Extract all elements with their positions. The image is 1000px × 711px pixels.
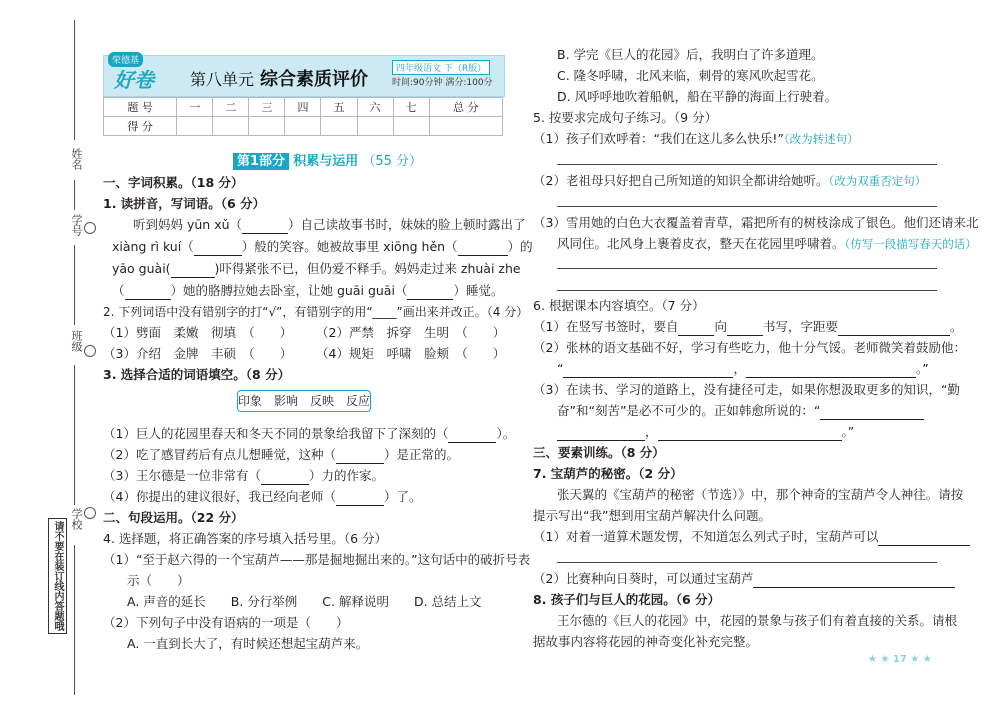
question-text (557, 423, 854, 441)
choice-option: A. 一直到长大了，有时候还想起宝葫芦来。 (127, 636, 369, 651)
binding-strip (0, 0, 86, 711)
choice-option: D. 风呼呼地吹着船帆，船在平静的海面上行驶着。 (557, 89, 838, 104)
section-heading: 一、字词积累。（18 分） (103, 175, 244, 190)
text-fragment: （1）对着一道算术题发愣，不知道怎么列式子时，宝葫芦可以 (533, 529, 879, 544)
text-fragment: （1）在竖写书签时，要自 (533, 319, 679, 334)
answer-blank[interactable] (125, 285, 171, 300)
exam-info (392, 60, 500, 88)
question-option: （1）劈面 柔嫩 彻填 （ ） (103, 325, 293, 340)
question-heading: 3. 选择合适的词语填空。（8 分） (103, 367, 291, 382)
choice-options: A. 声音的延长 B. 分行举例 C. 解释说明 D. 总结上文 (127, 594, 482, 609)
text-fragment: 奋”和“刻苦”是必不可少的。正如韩愈所说的：“ (557, 403, 821, 418)
question-text (103, 467, 384, 485)
binding-note: 请不要在装订线内答题哦 (48, 518, 67, 634)
answer-blank[interactable] (563, 363, 733, 378)
instruction-hint: （改为转述句） (783, 132, 859, 146)
score-table (103, 97, 503, 136)
question-text (103, 488, 421, 506)
binding-line (74, 545, 75, 695)
score-input[interactable] (393, 117, 429, 136)
score-cell: 一 (177, 98, 213, 117)
text-fragment: ）了。 (383, 489, 422, 504)
part1-banner (233, 150, 422, 169)
text-fragment: xiàng rì kuí（ (112, 239, 194, 254)
score-table-score-row (104, 117, 503, 136)
binding-line (74, 365, 75, 505)
text-fragment: 听到妈妈 yūn xǔ（ (133, 217, 243, 232)
score-cell: 四 (285, 98, 321, 117)
question-text: 据故事内容将花园的神奇变化补充完整。 (533, 634, 759, 649)
text-fragment: ， (733, 361, 746, 376)
answer-blank[interactable] (261, 470, 309, 485)
answer-blank[interactable] (407, 285, 453, 300)
text-fragment: （1）巨人的花园里春天和冬天不同的景象给我留下了深刻的（ (103, 426, 449, 441)
binding-line (74, 20, 75, 140)
question-text (112, 282, 503, 300)
time-score-label: 时间:90分钟 满分:100分 (392, 78, 493, 88)
question-text (103, 425, 515, 443)
question-text: （1）“至于赵六得的一个宝葫芦——那是掘地掘出来的。”这句话中的破折号表 (103, 552, 531, 567)
text-fragment: ）是正常的。 (383, 447, 459, 462)
question-text (133, 216, 526, 234)
star-decoration: ★ ★ (868, 654, 893, 665)
page-number-value: 17 (892, 654, 907, 665)
text-fragment: （ (112, 283, 125, 298)
answer-blank[interactable] (753, 573, 955, 588)
unit-number: 第八单元 (190, 70, 255, 89)
word-bank: 印象 影响 反映 反应 (237, 390, 371, 412)
score-input[interactable] (321, 117, 357, 136)
choice-option: B. 学完《巨人的花园》后，我明白了许多道理。 (557, 47, 824, 62)
answer-blank[interactable] (458, 241, 508, 256)
question-text (533, 318, 963, 336)
answer-blank[interactable] (878, 531, 970, 546)
text-fragment: yāo guài( (112, 261, 171, 276)
text-fragment: （2）老祖母只好把自己所知道的知识全都讲给她听。 (533, 173, 829, 188)
answer-blank[interactable] (678, 321, 714, 336)
part1-points: （55 分） (362, 154, 423, 169)
name-label: 姓名 (70, 148, 83, 170)
text-fragment: 。” (916, 361, 929, 376)
answer-blank[interactable] (727, 321, 763, 336)
question-heading: 7. 宝葫芦的秘密。（2 分） (533, 466, 683, 481)
part1-title: 积累与运用 (293, 154, 359, 169)
answer-line[interactable] (557, 268, 937, 269)
score-cell: 七 (393, 98, 429, 117)
text-fragment: “ (557, 361, 564, 376)
question-text: 示（ ） (127, 573, 190, 588)
text-fragment: )吓得紧张不已，但仍爱不释手。妈妈走过来 zhuài zhe (214, 261, 521, 276)
question-heading: 2. 下列词语中没有错别字的打“√”，有错别字的用“____”画出来并改正。（4 分） (103, 305, 529, 319)
text-fragment: （1）孩子们欢呼着：“我们在这儿多么快乐!” (533, 131, 784, 146)
binding-hole (84, 345, 96, 357)
answer-blank[interactable] (194, 241, 242, 256)
text-fragment: （3）王尔德是一位非常有（ (103, 468, 261, 483)
text-fragment: 风同住。北风身上裹着皮衣，整天在花园里呼啸着。 (557, 236, 845, 251)
text-fragment: 向 (714, 319, 727, 334)
text-fragment: ）她的胳膊拉她去卧室，让她 guāi guāi（ (170, 283, 408, 298)
part1-number: 第1部分 (233, 153, 289, 170)
answer-blank[interactable] (242, 219, 288, 234)
section-heading: 三、要素训练。（8 分） (533, 445, 665, 460)
question-text (112, 260, 521, 278)
score-cell: 二 (213, 98, 249, 117)
star-decoration: ★ ★ (906, 654, 932, 665)
question-heading: 4. 选择题，将正确答案的序号填入括号里。（6 分） (103, 531, 388, 546)
binding-line (74, 245, 75, 325)
binding-hole (84, 222, 96, 234)
text-fragment: ）般的笑容。她被故事里 xiōng hěn（ (241, 239, 458, 254)
answer-blank[interactable] (336, 449, 384, 464)
score-input[interactable] (429, 117, 502, 136)
question-heading: 8. 孩子们与巨人的花园。（6 分） (533, 592, 721, 607)
binding-hole (84, 507, 96, 519)
score-cell: 五 (321, 98, 357, 117)
class-label: 班级 (70, 330, 83, 352)
text-fragment: 。 (950, 319, 963, 334)
question-text (533, 528, 970, 546)
question-text (557, 235, 977, 253)
answer-blank[interactable] (820, 405, 924, 420)
text-fragment: ）力的作家。 (308, 468, 384, 483)
question-text (557, 402, 924, 420)
question-option: （4）规矩 呼啸 脸颊 （ ） (316, 346, 506, 361)
answer-line[interactable] (557, 562, 937, 563)
answer-line[interactable] (557, 290, 937, 291)
text-fragment: ）的 (507, 239, 533, 254)
question-text: 提示写出“我”想到用宝葫芦解决什么问题。 (533, 508, 771, 523)
answer-line[interactable] (557, 206, 937, 207)
score-input[interactable] (285, 117, 321, 136)
answer-blank[interactable] (746, 363, 916, 378)
id-label: 学号 (70, 214, 83, 236)
text-fragment: 书写，字距要 (762, 319, 838, 334)
text-fragment: （2）吃了感冒药后有点儿想睡觉，这种（ (103, 447, 336, 462)
score-input[interactable] (249, 117, 285, 136)
score-row-label: 得 分 (104, 117, 177, 136)
text-fragment: （2）比赛种向日葵时，可以通过宝葫芦 (533, 571, 754, 586)
score-cell: 三 (249, 98, 285, 117)
question-heading: 1. 读拼音，写词语。（6 分） (103, 196, 266, 211)
school-label: 学校 (70, 508, 83, 530)
page-number (868, 650, 932, 666)
question-text (112, 238, 533, 256)
unit-header (103, 55, 505, 97)
answer-blank[interactable] (838, 321, 950, 336)
question-text: （2）张林的语文基础不好，学习有些吃力，他十分气馁。老师微笑着鼓励他： (533, 340, 966, 355)
question-text (557, 360, 929, 378)
answer-blank[interactable] (336, 491, 384, 506)
text-fragment: ， (645, 424, 658, 439)
question-option: （3）介绍 金牌 丰硕 （ ） (103, 346, 293, 361)
text-fragment: ）。 (496, 426, 516, 441)
score-cell: 题 号 (104, 98, 177, 117)
choice-option: C. 隆冬呼啸，北风来临，刺骨的寒风吹起雪花。 (557, 68, 824, 83)
text-fragment: ）睡觉。 (453, 283, 504, 298)
brand-logo: 好卷 (114, 68, 154, 92)
binding-line (74, 180, 75, 210)
edition-label: 四年级语文 下（R版） (392, 60, 490, 75)
score-cell: 总 分 (429, 98, 502, 117)
question-text: 张天翼的《宝葫芦的秘密（节选）》中，那个神奇的宝葫芦令人神往。请按 (557, 487, 964, 502)
question-text: 王尔德的《巨人的花园》中，花园的景象与孩子们有着直接的关系。请根 (557, 613, 958, 628)
text-fragment: ）自己读故事书时，妹妹的脸上顿时露出了 (288, 217, 526, 232)
question-heading: 6. 根据课本内容填空。（7 分） (533, 298, 705, 313)
question-text (533, 570, 955, 588)
answer-blank[interactable] (658, 426, 842, 441)
section-heading: 二、句段运用。（22 分） (103, 510, 244, 525)
answer-blank[interactable] (557, 426, 645, 441)
question-text: （3）在读书、学习的道路上，没有捷径可走，如果你想汲取更多的知识，“勤 (533, 382, 960, 397)
answer-blank[interactable] (448, 428, 496, 443)
score-cell: 六 (357, 98, 393, 117)
exam-title: 综合素质评价 (260, 69, 369, 90)
question-text: （3）雪用她的白色大衣覆盖着青草，霜把所有的树枝涂成了银色。他们还请来北 (533, 215, 979, 230)
score-input[interactable] (357, 117, 393, 136)
question-option: （2）严禁 拆穿 生明 （ ） (316, 325, 506, 340)
score-table-header-row (104, 98, 503, 117)
question-text (533, 172, 926, 190)
question-heading: 5. 按要求完成句子练习。（9 分） (533, 110, 718, 125)
question-text (103, 446, 459, 464)
question-text: （2）下列句子中没有语病的一项是（ ） (103, 615, 349, 630)
publisher-badge: 荣德基 (108, 52, 143, 67)
instruction-hint: （改为双重否定句） (828, 174, 927, 188)
instruction-hint: （仿写一段描写春天的话） (844, 237, 977, 251)
text-fragment: 。” (841, 424, 855, 439)
unit-title (190, 65, 368, 91)
answer-line[interactable] (557, 164, 937, 165)
score-input[interactable] (177, 117, 213, 136)
answer-blank[interactable] (171, 263, 215, 278)
score-input[interactable] (213, 117, 249, 136)
question-text (533, 130, 859, 148)
text-fragment: （4）你提出的建议很好，我已经向老师（ (103, 489, 336, 504)
